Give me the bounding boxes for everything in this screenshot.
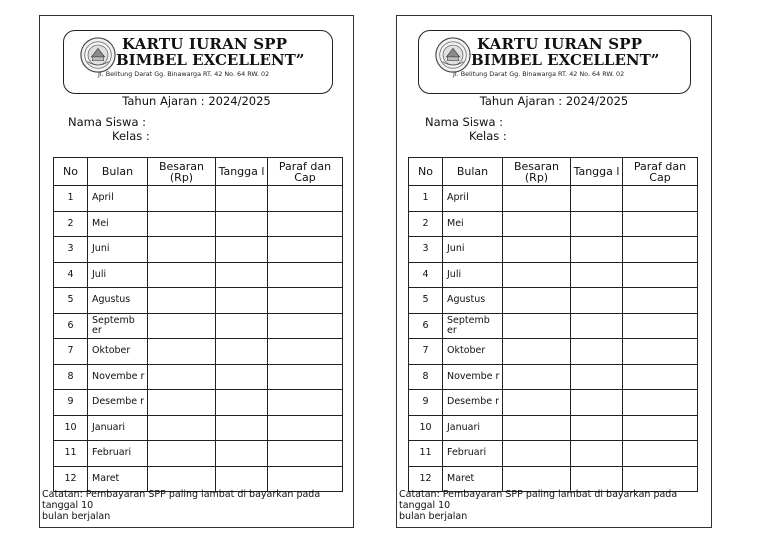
header-amount: Besaran (Rp) — [148, 158, 216, 186]
row-signature-cell — [623, 390, 698, 416]
row-month: Agustus — [88, 288, 148, 314]
row-signature-cell — [268, 262, 343, 288]
row-signature-cell — [623, 441, 698, 467]
row-date-cell — [571, 466, 623, 492]
row-signature-cell — [268, 186, 343, 212]
table-row — [54, 415, 343, 441]
header-no: No — [54, 158, 88, 186]
row-no: 12 — [54, 466, 88, 492]
row-month: Maret — [443, 466, 503, 492]
card-header — [418, 30, 691, 94]
row-date-cell — [571, 288, 623, 314]
row-no: 8 — [54, 364, 88, 390]
row-no: 10 — [54, 415, 88, 441]
table-row — [409, 211, 698, 237]
row-month: Septemb er — [88, 313, 148, 339]
school-emblem-icon — [434, 36, 472, 74]
row-month: Maret — [88, 466, 148, 492]
row-date-cell — [571, 390, 623, 416]
row-amount-cell — [503, 313, 571, 339]
table-row — [409, 339, 698, 365]
row-amount-cell — [503, 390, 571, 416]
table-row — [409, 262, 698, 288]
row-no: 3 — [54, 237, 88, 263]
table-header-row — [409, 158, 698, 186]
payment-note-line2: bulan berjalan — [399, 511, 468, 522]
class-label: Kelas : — [112, 129, 150, 143]
row-month: Novembe r — [443, 364, 503, 390]
row-date-cell — [216, 339, 268, 365]
table-row — [409, 288, 698, 314]
row-date-cell — [571, 339, 623, 365]
header-amount: Besaran (Rp) — [503, 158, 571, 186]
row-date-cell — [216, 262, 268, 288]
academic-year: Tahun Ajaran : 2024/2025 — [479, 94, 629, 108]
row-amount-cell — [503, 237, 571, 263]
row-no: 9 — [54, 390, 88, 416]
table-row — [54, 339, 343, 365]
row-date-cell — [216, 186, 268, 212]
row-no: 8 — [409, 364, 443, 390]
row-amount-cell — [503, 441, 571, 467]
row-amount-cell — [503, 211, 571, 237]
row-no: 12 — [409, 466, 443, 492]
table-header-row — [54, 158, 343, 186]
row-no: 7 — [54, 339, 88, 365]
card-subtitle: BIMBEL EXCELLENT” — [471, 51, 660, 69]
row-signature-cell — [623, 186, 698, 212]
row-amount-cell — [148, 262, 216, 288]
table-row — [54, 211, 343, 237]
table-row — [409, 415, 698, 441]
row-signature-cell — [623, 237, 698, 263]
row-signature-cell — [268, 211, 343, 237]
row-date-cell — [216, 415, 268, 441]
row-month: Novembe r — [88, 364, 148, 390]
header-date: Tangga l — [571, 158, 623, 186]
header-no: No — [409, 158, 443, 186]
row-month: Juli — [443, 262, 503, 288]
row-signature-cell — [268, 313, 343, 339]
academic-year: Tahun Ajaran : 2024/2025 — [122, 94, 271, 108]
row-signature-cell — [623, 364, 698, 390]
row-amount-cell — [148, 339, 216, 365]
row-signature-cell — [268, 415, 343, 441]
table-row — [409, 237, 698, 263]
row-signature-cell — [623, 339, 698, 365]
row-month: Agustus — [443, 288, 503, 314]
row-date-cell — [571, 441, 623, 467]
payment-note-line1: Catatan: Pembayaran SPP paling lambat di bayarkan pada tanggal 10 — [42, 489, 321, 511]
row-amount-cell — [148, 364, 216, 390]
spp-card — [396, 15, 712, 528]
row-no: 1 — [409, 186, 443, 212]
row-amount-cell — [503, 262, 571, 288]
row-no: 10 — [409, 415, 443, 441]
table-row — [409, 313, 698, 339]
row-no: 6 — [409, 313, 443, 339]
row-signature-cell — [268, 466, 343, 492]
table-row — [409, 364, 698, 390]
row-date-cell — [216, 466, 268, 492]
row-no: 4 — [54, 262, 88, 288]
header-signature: Paraf dan Cap — [268, 158, 343, 186]
card-address: Jl. Belitung Darat Gg. Binawarga RT. 42 No. 64 RW. 02 — [98, 70, 270, 78]
row-signature-cell — [623, 415, 698, 441]
spp-card — [39, 15, 354, 528]
row-date-cell — [571, 237, 623, 263]
header-signature: Paraf dan Cap — [623, 158, 698, 186]
row-month: Juni — [443, 237, 503, 263]
row-date-cell — [571, 364, 623, 390]
row-no: 3 — [409, 237, 443, 263]
payment-note — [42, 489, 352, 522]
row-amount-cell — [148, 466, 216, 492]
row-amount-cell — [503, 364, 571, 390]
card-address: Jl. Belitung Darat Gg. Binawarga RT. 42 No. 64 RW. 02 — [453, 70, 625, 78]
table-row — [54, 288, 343, 314]
table-row — [409, 186, 698, 212]
row-month: April — [443, 186, 503, 212]
row-date-cell — [571, 211, 623, 237]
row-month: Januari — [88, 415, 148, 441]
table-row — [54, 313, 343, 339]
row-date-cell — [216, 211, 268, 237]
row-signature-cell — [623, 466, 698, 492]
row-amount-cell — [148, 415, 216, 441]
payment-note-line1: Catatan: Pembayaran SPP paling lambat di bayarkan pada tanggal 10 — [399, 489, 678, 511]
row-signature-cell — [623, 288, 698, 314]
row-signature-cell — [268, 390, 343, 416]
row-signature-cell — [623, 313, 698, 339]
row-signature-cell — [268, 288, 343, 314]
row-amount-cell — [148, 288, 216, 314]
payment-note — [399, 489, 709, 522]
table-row — [409, 441, 698, 467]
row-amount-cell — [148, 237, 216, 263]
row-month: Juli — [88, 262, 148, 288]
row-amount-cell — [503, 466, 571, 492]
header-month: Bulan — [443, 158, 503, 186]
row-month: Januari — [443, 415, 503, 441]
table-row — [54, 441, 343, 467]
table-row — [409, 466, 698, 492]
school-emblem-icon — [79, 36, 117, 74]
row-month: Mei — [88, 211, 148, 237]
row-month: Oktober — [443, 339, 503, 365]
row-no: 9 — [409, 390, 443, 416]
table-row — [54, 237, 343, 263]
row-month: April — [88, 186, 148, 212]
row-no: 1 — [54, 186, 88, 212]
row-no: 11 — [409, 441, 443, 467]
row-no: 5 — [54, 288, 88, 314]
row-date-cell — [216, 364, 268, 390]
row-date-cell — [216, 390, 268, 416]
row-month: Februari — [88, 441, 148, 467]
class-label: Kelas : — [469, 129, 507, 143]
row-no: 11 — [54, 441, 88, 467]
row-amount-cell — [148, 313, 216, 339]
card-header — [63, 30, 333, 94]
row-date-cell — [216, 313, 268, 339]
row-month: Desembe r — [443, 390, 503, 416]
row-date-cell — [216, 237, 268, 263]
payment-note-line2: bulan berjalan — [42, 511, 111, 522]
row-no: 7 — [409, 339, 443, 365]
row-date-cell — [216, 288, 268, 314]
row-month: Oktober — [88, 339, 148, 365]
table-row — [54, 466, 343, 492]
row-amount-cell — [503, 415, 571, 441]
row-month: Septemb er — [443, 313, 503, 339]
table-row — [54, 364, 343, 390]
table-row — [54, 186, 343, 212]
row-amount-cell — [148, 441, 216, 467]
payment-table — [53, 157, 343, 492]
row-no: 6 — [54, 313, 88, 339]
row-signature-cell — [623, 262, 698, 288]
student-name-label: Nama Siswa : — [425, 115, 504, 129]
row-month: Februari — [443, 441, 503, 467]
row-month: Mei — [443, 211, 503, 237]
card-title: KARTU IURAN SPP — [122, 35, 288, 53]
card-title: KARTU IURAN SPP — [477, 35, 643, 53]
row-no: 2 — [409, 211, 443, 237]
row-amount-cell — [148, 390, 216, 416]
row-amount-cell — [503, 186, 571, 212]
table-row — [54, 390, 343, 416]
row-amount-cell — [503, 339, 571, 365]
row-month: Desembe r — [88, 390, 148, 416]
header-month: Bulan — [88, 158, 148, 186]
row-month: Juni — [88, 237, 148, 263]
row-signature-cell — [268, 339, 343, 365]
table-row — [54, 262, 343, 288]
row-signature-cell — [268, 237, 343, 263]
row-amount-cell — [503, 288, 571, 314]
row-date-cell — [571, 186, 623, 212]
row-date-cell — [216, 441, 268, 467]
row-date-cell — [571, 262, 623, 288]
row-no: 2 — [54, 211, 88, 237]
row-signature-cell — [268, 364, 343, 390]
row-date-cell — [571, 313, 623, 339]
table-row — [409, 390, 698, 416]
row-no: 4 — [409, 262, 443, 288]
row-no: 5 — [409, 288, 443, 314]
payment-table — [408, 157, 698, 492]
header-date: Tangga l — [216, 158, 268, 186]
row-date-cell — [571, 415, 623, 441]
row-signature-cell — [623, 211, 698, 237]
row-amount-cell — [148, 211, 216, 237]
card-subtitle: BIMBEL EXCELLENT” — [116, 51, 305, 69]
row-signature-cell — [268, 441, 343, 467]
row-amount-cell — [148, 186, 216, 212]
student-name-label: Nama Siswa : — [68, 115, 147, 129]
